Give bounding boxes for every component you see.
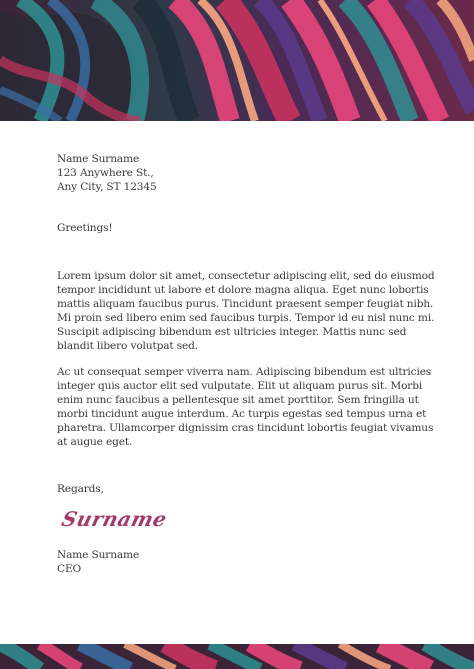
paragraph-line: mattis aliquam faucibus purus. Tincidunt praesent semper feugiat nibh. <box>57 298 434 310</box>
paragraph-line: Lorem ipsum dolor sit amet, consectetur adipiscing elit, sed do eiusmod <box>57 270 435 282</box>
sender-name: Name Surname <box>57 153 140 165</box>
greeting-text: Greetings! <box>57 222 113 234</box>
signer-name: Name Surname <box>57 549 140 561</box>
paragraph-line: pharetra. Ullamcorper dignissim cras tincidunt lobortis feugiat vivamus <box>57 422 434 434</box>
sender-address-block <box>57 152 417 194</box>
sender-city: Any City, ST 12345 <box>57 181 157 193</box>
paragraph-line: Ac ut consequat semper viverra nam. Adipiscing bibendum est ultricies <box>57 366 432 378</box>
paragraph-line: Suscipit adipiscing bibendum est ultricies integer. Mattis nunc sed <box>57 326 407 338</box>
signer-title: CEO <box>57 563 82 575</box>
paragraph-line: morbi tincidunt augue interdum. Ac turpis egestas sed tempus urna et <box>57 408 427 420</box>
paragraph-line: integer quis auctor elit sed vulputate. Elit ut aliquam purus sit. Morbi <box>57 380 423 392</box>
marbled-footer-banner <box>0 644 474 669</box>
paragraph-line: Mi proin sed libero enim sed faucibus turpis. Tempor id eu nisl nunc mi. <box>57 312 435 324</box>
closing-block <box>57 482 417 532</box>
marbled-header-banner <box>0 0 474 121</box>
paragraph-line: tempor incididunt ut labore et dolore magna aliqua. Eget nunc lobortis <box>57 284 429 296</box>
paragraph-line: enim nunc faucibus a pellentesque sit amet porttitor. Sem fringilla ut <box>57 394 419 406</box>
greeting <box>57 221 417 235</box>
paragraph-line: blandit libero volutpat sed. <box>57 340 198 352</box>
signer-block <box>57 548 417 576</box>
body-paragraph-2 <box>57 365 434 449</box>
marbled-pattern-image <box>0 0 474 121</box>
marbled-pattern-image <box>0 644 474 669</box>
closing-text: Regards, <box>57 483 104 495</box>
sender-street: 123 Anywhere St., <box>57 167 154 179</box>
letter-body <box>57 152 435 576</box>
body-paragraph-1 <box>57 269 435 353</box>
paragraph-line: at augue eget. <box>57 436 133 448</box>
handwritten-signature: Surname <box>59 507 170 531</box>
